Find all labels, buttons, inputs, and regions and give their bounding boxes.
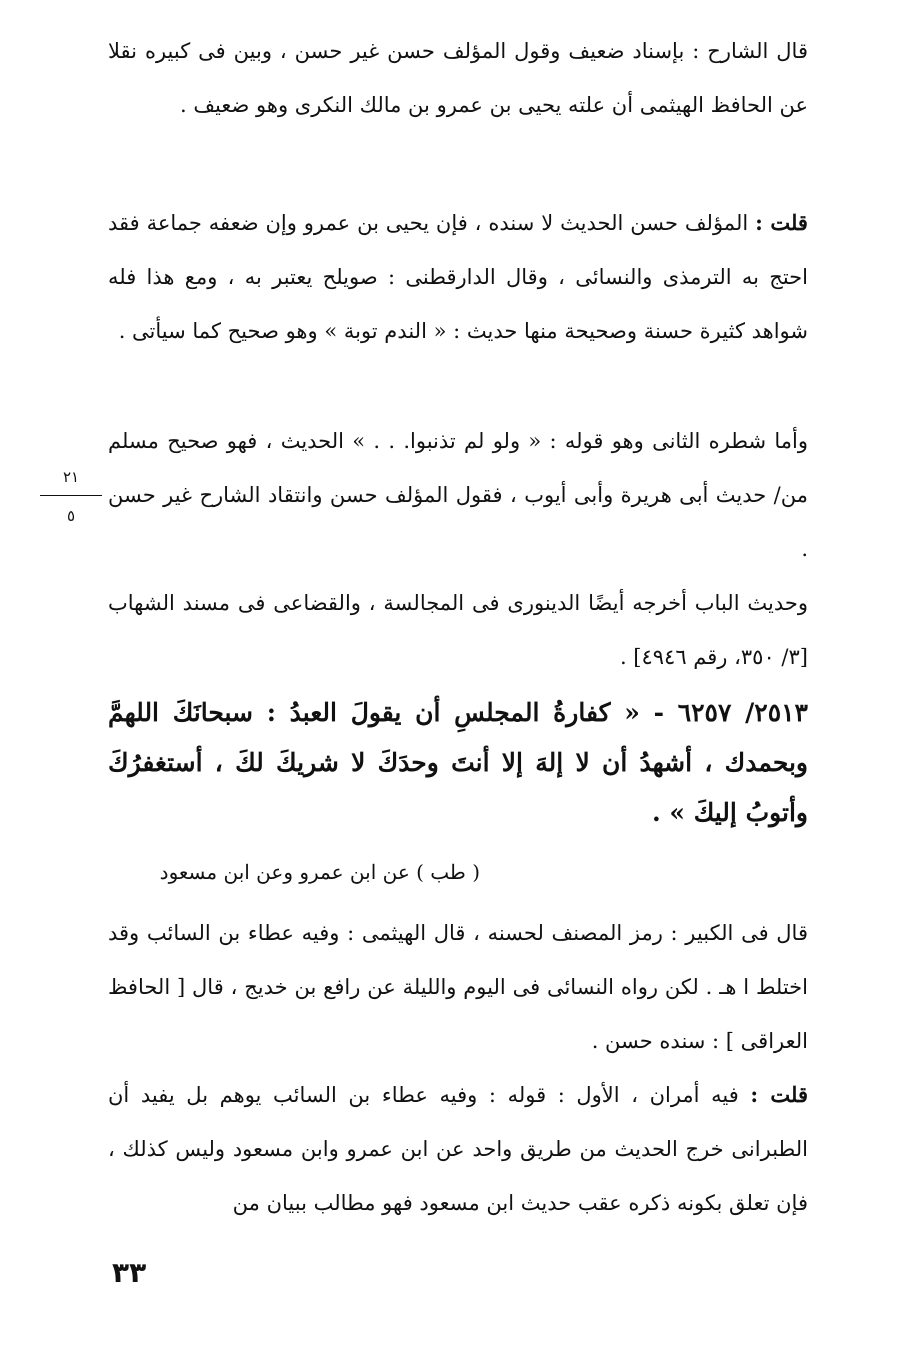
paragraph-body: المؤلف حسن الحديث لا سنده ، فإن يحيى بن عمرو وإن ضعفه جماعة فقد احتج به الترمذى والنسائى ، وقال الدارقطنى : صويلح يعتبر به ، ومع هذا فله شواهد كثيرة حسنة وصحيحة منها حديث : « الندم توبة » وهو صحيح كما سيأتى .	[108, 211, 808, 343]
paragraph-author-objection	[108, 1068, 808, 1230]
paragraph-second-part: وأما شطره الثانى وهو قوله : « ولو لم تذنبوا. . . » الحديث ، فهو صحيح مسلم من/ حديث أبى هريرة وأبى أيوب ، فقول المؤلف حسن وانتقاد الشارح غير حسن .	[108, 429, 808, 561]
paragraph-lead-qultu: قلت :	[755, 210, 808, 235]
margin-reference-side: ٥	[66, 507, 76, 525]
paragraph-lead-qultu: قلت :	[750, 1082, 808, 1107]
paragraph-kabir-remark: قال فى الكبير : رمز المصنف لحسنه ، قال الهيثمى : وفيه عطاء بن السائب وقد اختلط ا هـ . لكن رواه النسائى فى اليوم والليلة عن رافع بن خديج ، قال [ الحافظ العراقى ] : سنده حسن .	[108, 921, 808, 1053]
margin-manuscript-reference	[40, 466, 102, 527]
hadith-text: ٢٥١٣/ ٦٢٥٧ - « كفارةُ المجلسِ أن يقولَ العبدُ : سبحانَكَ اللهمَّ وبحمدك ، أشهدُ أن لا إلهَ إلا أنتَ وحدَكَ لا شريكَ لكَ ، أستغفرُكَ وأتوبُ إليكَ » .	[108, 698, 808, 827]
margin-reference-divider	[40, 495, 102, 496]
paragraph-author-response	[108, 196, 808, 358]
margin-reference-folio: ٢١	[62, 468, 80, 486]
page-number: ٣٣	[112, 1256, 147, 1289]
paragraph-body: فيه أمران ، الأول : قوله : وفيه عطاء بن السائب يوهم بل يفيد أن الطبرانى خرج الحديث من طريق واحد عن ابن عمرو وابن مسعود وليس كذلك ، فإن تعلق بكونه ذكره عقب حديث ابن مسعود فهو مطالب ببيان من	[108, 1083, 808, 1215]
paragraph-chapter-hadith-sources: وحديث الباب أخرجه أيضًا الدينورى فى المجالسة ، والقضاعى فى مسند الشهاب [٣/ ٣٥٠، رقم ٤٩٤٦] .	[108, 591, 808, 669]
paragraph-commentator-remark: قال الشارح : بإسناد ضعيف وقول المؤلف حسن غير حسن ، وبين فى كبيره نقلا عن الحافظ الهيثمى أن علته يحيى بن عمرو بن مالك النكرى وهو ضعيف .	[108, 39, 808, 117]
hadith-source-attribution: ( طب ) عن ابن عمرو وعن ابن مسعود	[159, 860, 480, 884]
